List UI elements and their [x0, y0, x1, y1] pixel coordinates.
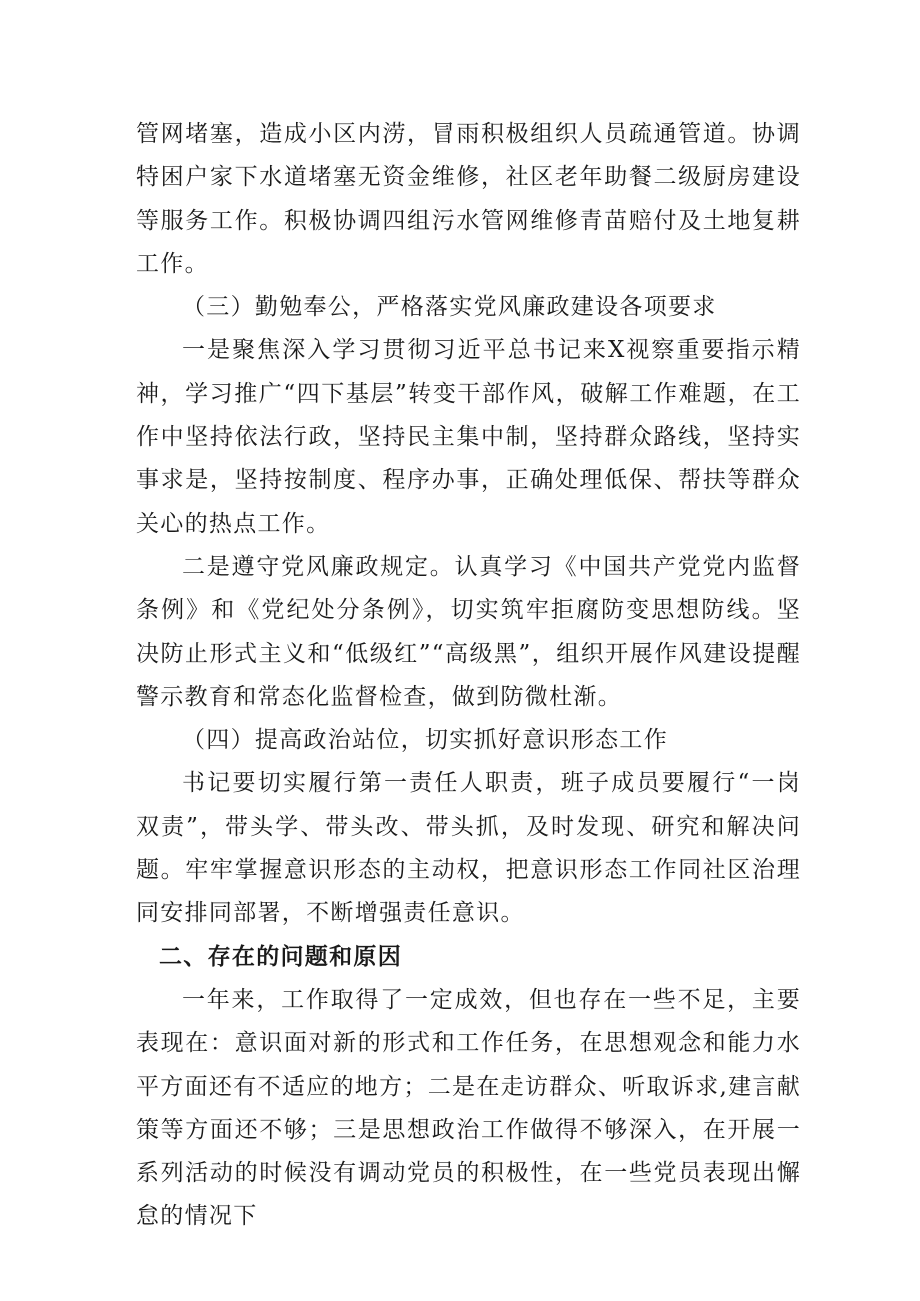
document-body	[136, 113, 801, 1239]
paragraph-secretary-duty: 书记要切实履行第一责任人职责，班子成员要履行“一岗双责”，带头学、带头改、带头抓，及时发现、研究和解决问题。牢牢掌握意识形态的主动权，把意识形态工作同社区治理同安排同部署，不断增强责任意识。	[136, 770, 801, 927]
subheading-ideology: （四）提高政治站位，切实抓好意识形态工作	[182, 727, 668, 754]
subheading-integrity: （三）勤勉奉公，严格落实党风廉政建设各项要求	[182, 294, 717, 321]
section-heading-problems: 二、存在的问题和原因	[159, 943, 402, 970]
paragraph-problems: 一年来，工作取得了一定成效，但也存在一些不足，主要表现在：意识面对新的形式和工作任务，在思想观念和能力水平方面还有不适应的地方；二是在走访群众、听取诉求,建言献策等方面还不够；三是思想政治工作做得不够深入，在开展一系列活动的时候没有调动党员的积极性，在一些党员表现出懈怠的情况下	[136, 986, 801, 1230]
paragraph-study-instructions: 一是聚焦深入学习贯彻习近平总书记来X视察重要指示精神，学习推广“四下基层”转变干部作风，破解工作难题，在工作中坚持依法行政，坚持民主集中制，坚持群众路线，坚持实事求是，坚持按制度、程序办事，正确处理低保、帮扶等群众关心的热点工作。	[136, 337, 801, 537]
paragraph-integrity-rules: 二是遵守党风廉政规定。认真学习《中国共产党党内监督条例》和《党纪处分条例》，切实筑牢拒腐防变思想防线。坚决防止形式主义和“低级红”“高级黑”，组织开展作风建设提醒警示教育和常态化监督检查，做到防微杜渐。	[136, 553, 801, 710]
paragraph-drainage-work: 管网堵塞，造成小区内涝，冒雨积极组织人员疏通管道。协调特困户家下水道堵塞无资金维修，社区老年助餐二级厨房建设等服务工作。积极协调四组污水管网维修青苗赔付及土地复耕工作。	[136, 121, 801, 277]
